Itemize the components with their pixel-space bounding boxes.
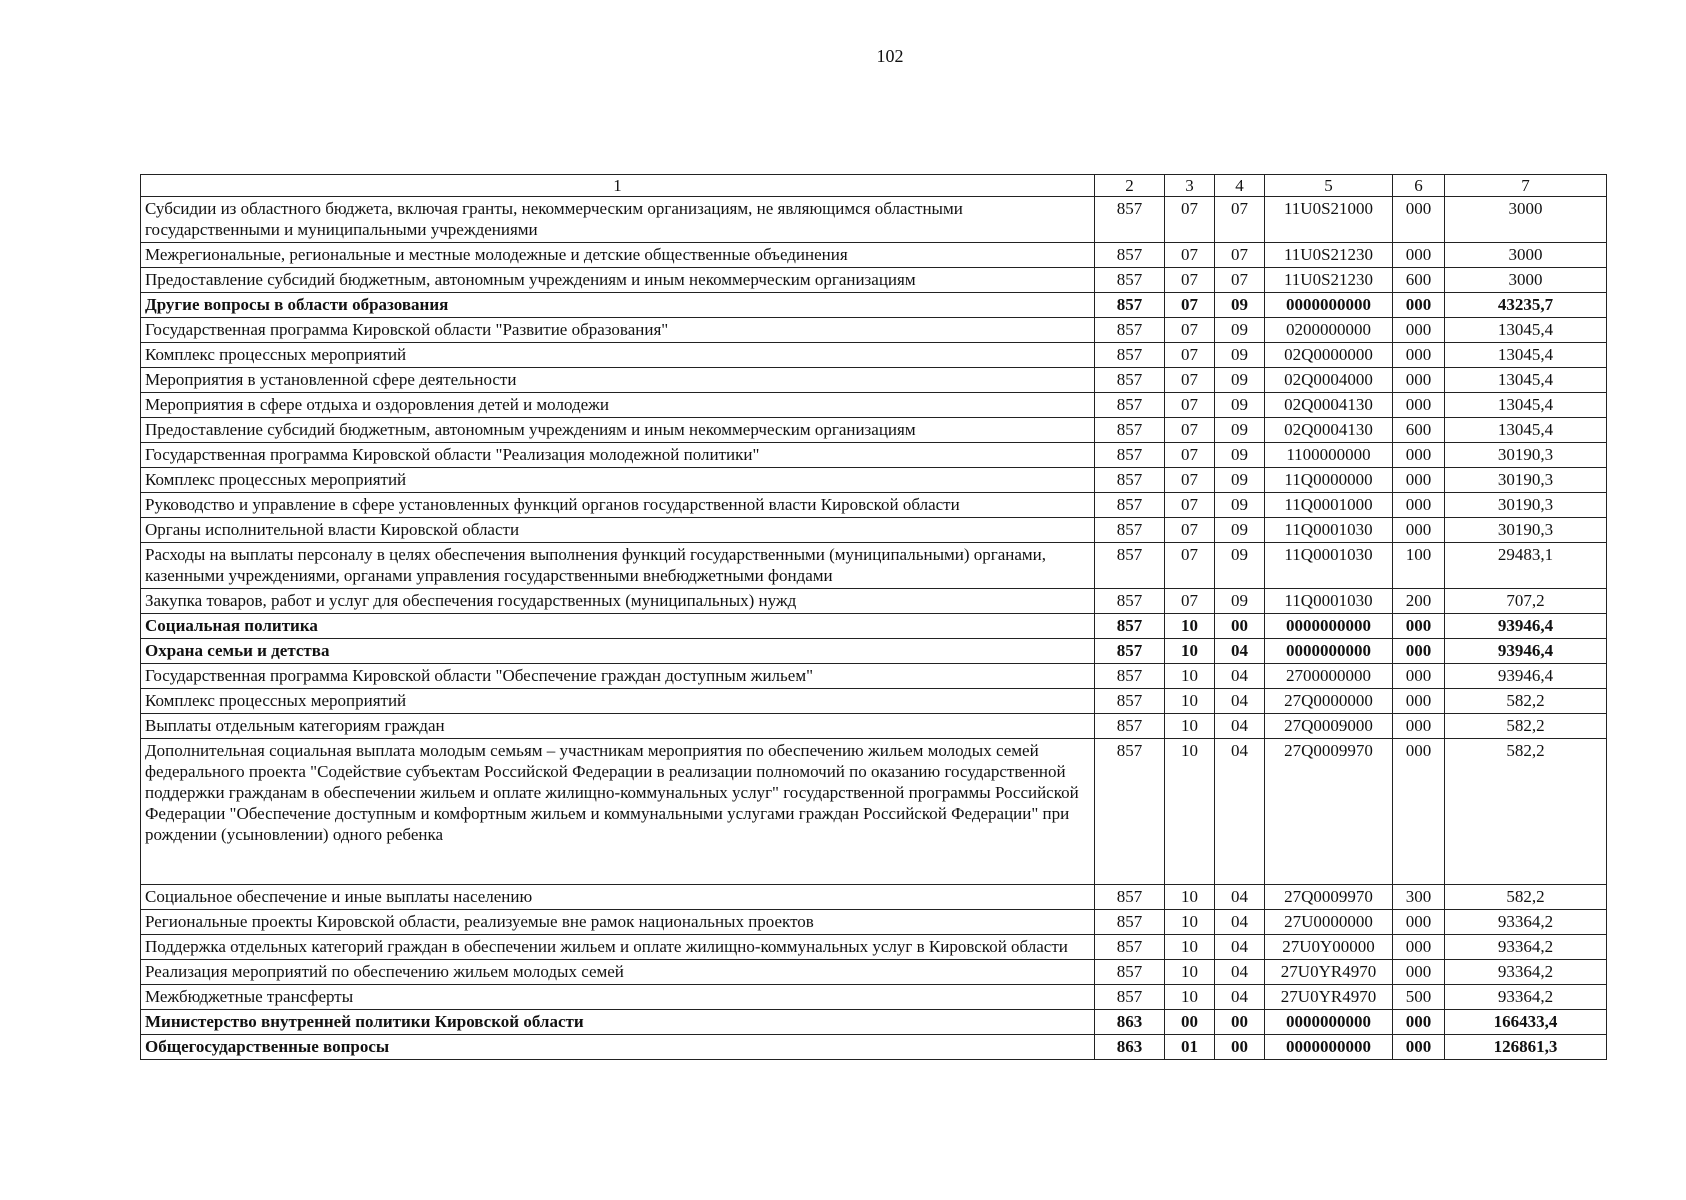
row-col6-cell: 000 xyxy=(1393,468,1445,493)
row-col3-cell: 07 xyxy=(1165,443,1215,468)
header-col-5: 5 xyxy=(1265,175,1393,197)
row-col2-cell: 857 xyxy=(1095,985,1165,1010)
row-col6-cell: 000 xyxy=(1393,935,1445,960)
table-body xyxy=(141,197,1607,1060)
budget-table xyxy=(140,174,1607,1060)
header-col-3: 3 xyxy=(1165,175,1215,197)
table-row xyxy=(141,1010,1607,1035)
table-row xyxy=(141,664,1607,689)
row-col2-cell: 857 xyxy=(1095,739,1165,885)
row-col5-cell: 02Q0000000 xyxy=(1265,343,1393,368)
row-col3-cell: 10 xyxy=(1165,910,1215,935)
row-col6-cell: 000 xyxy=(1393,689,1445,714)
row-col4-cell: 00 xyxy=(1215,1010,1265,1035)
row-col4-cell: 09 xyxy=(1215,293,1265,318)
row-col3-cell: 10 xyxy=(1165,689,1215,714)
row-col4-cell: 09 xyxy=(1215,368,1265,393)
row-col5-cell: 11Q0001030 xyxy=(1265,543,1393,589)
row-name-cell: Предоставление субсидий бюджетным, автономным учреждениям и иным некоммерческим организациям xyxy=(141,268,1095,293)
row-col3-cell: 10 xyxy=(1165,935,1215,960)
row-name-cell: Органы исполнительной власти Кировской области xyxy=(141,518,1095,543)
row-col2-cell: 857 xyxy=(1095,318,1165,343)
table-row xyxy=(141,343,1607,368)
row-name-cell: Поддержка отдельных категорий граждан в обеспечении жильем и оплате жилищно-коммунальных услуг в Кировской области xyxy=(141,935,1095,960)
header-col-7: 7 xyxy=(1445,175,1607,197)
row-col5-cell: 02Q0004130 xyxy=(1265,418,1393,443)
row-amount-cell: 707,2 xyxy=(1445,589,1607,614)
row-amount-cell: 3000 xyxy=(1445,268,1607,293)
header-col-1: 1 xyxy=(141,175,1095,197)
header-col-6: 6 xyxy=(1393,175,1445,197)
row-col2-cell: 857 xyxy=(1095,368,1165,393)
row-col4-cell: 09 xyxy=(1215,343,1265,368)
row-col3-cell: 07 xyxy=(1165,543,1215,589)
row-amount-cell: 30190,3 xyxy=(1445,493,1607,518)
row-col5-cell: 2700000000 xyxy=(1265,664,1393,689)
row-amount-cell: 3000 xyxy=(1445,197,1607,243)
row-col3-cell: 10 xyxy=(1165,639,1215,664)
table-row xyxy=(141,293,1607,318)
row-col6-cell: 000 xyxy=(1393,243,1445,268)
row-col5-cell: 27U0000000 xyxy=(1265,910,1393,935)
table-row xyxy=(141,268,1607,293)
row-col2-cell: 857 xyxy=(1095,468,1165,493)
row-col4-cell: 09 xyxy=(1215,589,1265,614)
row-col6-cell: 000 xyxy=(1393,493,1445,518)
row-col5-cell: 02Q0004130 xyxy=(1265,393,1393,418)
table-row xyxy=(141,393,1607,418)
row-col5-cell: 27Q0009000 xyxy=(1265,714,1393,739)
row-col6-cell: 300 xyxy=(1393,885,1445,910)
row-col5-cell: 27U0YR4970 xyxy=(1265,960,1393,985)
row-amount-cell: 3000 xyxy=(1445,243,1607,268)
row-col6-cell: 000 xyxy=(1393,714,1445,739)
table-row xyxy=(141,543,1607,589)
row-name-cell: Общегосударственные вопросы xyxy=(141,1035,1095,1060)
row-col6-cell: 600 xyxy=(1393,418,1445,443)
row-name-cell: Комплекс процессных мероприятий xyxy=(141,689,1095,714)
row-col6-cell: 000 xyxy=(1393,518,1445,543)
row-name-cell: Предоставление субсидий бюджетным, автономным учреждениям и иным некоммерческим организациям xyxy=(141,418,1095,443)
row-col4-cell: 09 xyxy=(1215,318,1265,343)
page-number: 102 xyxy=(876,46,904,66)
row-col6-cell: 000 xyxy=(1393,1010,1445,1035)
table-row xyxy=(141,368,1607,393)
row-col3-cell: 10 xyxy=(1165,714,1215,739)
row-col3-cell: 07 xyxy=(1165,418,1215,443)
row-col3-cell: 07 xyxy=(1165,243,1215,268)
row-col5-cell: 1100000000 xyxy=(1265,443,1393,468)
row-col6-cell: 000 xyxy=(1393,960,1445,985)
row-amount-cell: 13045,4 xyxy=(1445,393,1607,418)
table-row xyxy=(141,243,1607,268)
table-row xyxy=(141,1035,1607,1060)
row-col3-cell: 10 xyxy=(1165,885,1215,910)
row-col2-cell: 857 xyxy=(1095,935,1165,960)
row-col6-cell: 000 xyxy=(1393,614,1445,639)
row-col6-cell: 000 xyxy=(1393,910,1445,935)
row-col5-cell: 11U0S21000 xyxy=(1265,197,1393,243)
row-name-cell: Расходы на выплаты персоналу в целях обеспечения выполнения функций государственными (муниципальными) органами, казенными учреждениями, органами управления государственными внебюджетными фондами xyxy=(141,543,1095,589)
table-row xyxy=(141,318,1607,343)
row-name-cell: Руководство и управление в сфере установленных функций органов государственной власти Кировской области xyxy=(141,493,1095,518)
table-row xyxy=(141,639,1607,664)
row-col4-cell: 09 xyxy=(1215,518,1265,543)
row-col6-cell: 500 xyxy=(1393,985,1445,1010)
row-col4-cell: 04 xyxy=(1215,664,1265,689)
row-col4-cell: 04 xyxy=(1215,935,1265,960)
row-col4-cell: 07 xyxy=(1215,243,1265,268)
row-name-cell: Комплекс процессных мероприятий xyxy=(141,468,1095,493)
row-col5-cell: 0200000000 xyxy=(1265,318,1393,343)
row-col2-cell: 857 xyxy=(1095,343,1165,368)
row-amount-cell: 166433,4 xyxy=(1445,1010,1607,1035)
row-col2-cell: 857 xyxy=(1095,268,1165,293)
table-row xyxy=(141,468,1607,493)
table-row xyxy=(141,518,1607,543)
row-col6-cell: 200 xyxy=(1393,589,1445,614)
row-amount-cell: 29483,1 xyxy=(1445,543,1607,589)
row-col2-cell: 857 xyxy=(1095,443,1165,468)
row-name-cell: Комплекс процессных мероприятий xyxy=(141,343,1095,368)
row-col3-cell: 00 xyxy=(1165,1010,1215,1035)
row-amount-cell: 30190,3 xyxy=(1445,468,1607,493)
table-row xyxy=(141,885,1607,910)
row-col5-cell: 11U0S21230 xyxy=(1265,243,1393,268)
row-col2-cell: 857 xyxy=(1095,543,1165,589)
row-col2-cell: 857 xyxy=(1095,393,1165,418)
row-name-cell: Государственная программа Кировской области "Развитие образования" xyxy=(141,318,1095,343)
row-amount-cell: 93364,2 xyxy=(1445,910,1607,935)
row-amount-cell: 43235,7 xyxy=(1445,293,1607,318)
row-col6-cell: 000 xyxy=(1393,197,1445,243)
row-col3-cell: 01 xyxy=(1165,1035,1215,1060)
row-amount-cell: 93364,2 xyxy=(1445,985,1607,1010)
row-col5-cell: 27Q0009970 xyxy=(1265,739,1393,885)
row-name-cell: Закупка товаров, работ и услуг для обеспечения государственных (муниципальных) нужд xyxy=(141,589,1095,614)
row-amount-cell: 93364,2 xyxy=(1445,960,1607,985)
row-col6-cell: 000 xyxy=(1393,443,1445,468)
row-col4-cell: 09 xyxy=(1215,443,1265,468)
row-name-cell: Мероприятия в установленной сфере деятельности xyxy=(141,368,1095,393)
row-col2-cell: 857 xyxy=(1095,639,1165,664)
row-col3-cell: 07 xyxy=(1165,268,1215,293)
row-amount-cell: 13045,4 xyxy=(1445,318,1607,343)
row-col3-cell: 07 xyxy=(1165,318,1215,343)
row-amount-cell: 93946,4 xyxy=(1445,664,1607,689)
row-col5-cell: 27U0Y00000 xyxy=(1265,935,1393,960)
table-row xyxy=(141,614,1607,639)
row-col2-cell: 863 xyxy=(1095,1010,1165,1035)
row-amount-cell: 126861,3 xyxy=(1445,1035,1607,1060)
row-col3-cell: 07 xyxy=(1165,468,1215,493)
row-col6-cell: 000 xyxy=(1393,739,1445,885)
row-col2-cell: 857 xyxy=(1095,493,1165,518)
row-col2-cell: 863 xyxy=(1095,1035,1165,1060)
row-amount-cell: 30190,3 xyxy=(1445,443,1607,468)
row-col5-cell: 27Q0009970 xyxy=(1265,885,1393,910)
table-row xyxy=(141,418,1607,443)
row-col4-cell: 09 xyxy=(1215,543,1265,589)
header-col-4: 4 xyxy=(1215,175,1265,197)
row-col2-cell: 857 xyxy=(1095,910,1165,935)
row-col4-cell: 00 xyxy=(1215,1035,1265,1060)
row-col4-cell: 04 xyxy=(1215,739,1265,885)
row-name-cell: Государственная программа Кировской области "Реализация молодежной политики" xyxy=(141,443,1095,468)
row-col3-cell: 10 xyxy=(1165,664,1215,689)
row-col2-cell: 857 xyxy=(1095,518,1165,543)
row-name-cell: Выплаты отдельным категориям граждан xyxy=(141,714,1095,739)
row-col6-cell: 000 xyxy=(1393,343,1445,368)
row-name-cell: Социальная политика xyxy=(141,614,1095,639)
row-col4-cell: 00 xyxy=(1215,614,1265,639)
row-col5-cell: 0000000000 xyxy=(1265,614,1393,639)
table-row xyxy=(141,493,1607,518)
row-col4-cell: 04 xyxy=(1215,714,1265,739)
row-col3-cell: 10 xyxy=(1165,985,1215,1010)
row-col5-cell: 0000000000 xyxy=(1265,293,1393,318)
table-row xyxy=(141,689,1607,714)
row-name-cell: Межрегиональные, региональные и местные молодежные и детские общественные объединения xyxy=(141,243,1095,268)
row-amount-cell: 93364,2 xyxy=(1445,935,1607,960)
row-col4-cell: 09 xyxy=(1215,493,1265,518)
row-col3-cell: 07 xyxy=(1165,493,1215,518)
row-col3-cell: 10 xyxy=(1165,739,1215,885)
table-row xyxy=(141,197,1607,243)
row-col5-cell: 0000000000 xyxy=(1265,1035,1393,1060)
row-col3-cell: 10 xyxy=(1165,960,1215,985)
row-amount-cell: 13045,4 xyxy=(1445,418,1607,443)
row-col4-cell: 07 xyxy=(1215,268,1265,293)
row-amount-cell: 30190,3 xyxy=(1445,518,1607,543)
row-col3-cell: 07 xyxy=(1165,343,1215,368)
row-amount-cell: 13045,4 xyxy=(1445,368,1607,393)
row-col5-cell: 11U0S21230 xyxy=(1265,268,1393,293)
table-row xyxy=(141,589,1607,614)
row-col4-cell: 09 xyxy=(1215,393,1265,418)
row-col2-cell: 857 xyxy=(1095,689,1165,714)
row-col4-cell: 04 xyxy=(1215,960,1265,985)
table-row xyxy=(141,985,1607,1010)
header-row xyxy=(141,175,1607,197)
row-name-cell: Охрана семьи и детства xyxy=(141,639,1095,664)
row-col3-cell: 07 xyxy=(1165,293,1215,318)
header-col-2: 2 xyxy=(1095,175,1165,197)
row-col4-cell: 04 xyxy=(1215,985,1265,1010)
row-name-cell: Социальное обеспечение и иные выплаты населению xyxy=(141,885,1095,910)
row-name-cell: Субсидии из областного бюджета, включая гранты, некоммерческим организациям, не являющимся областными государственными и муниципальными учреждениями xyxy=(141,197,1095,243)
row-col5-cell: 11Q0001030 xyxy=(1265,518,1393,543)
row-col6-cell: 000 xyxy=(1393,368,1445,393)
row-col3-cell: 07 xyxy=(1165,518,1215,543)
row-col5-cell: 0000000000 xyxy=(1265,1010,1393,1035)
row-amount-cell: 13045,4 xyxy=(1445,343,1607,368)
row-name-cell: Межбюджетные трансферты xyxy=(141,985,1095,1010)
table-row xyxy=(141,739,1607,885)
budget-table-container xyxy=(140,174,1606,1060)
row-col3-cell: 07 xyxy=(1165,368,1215,393)
row-amount-cell: 93946,4 xyxy=(1445,639,1607,664)
row-col6-cell: 000 xyxy=(1393,1035,1445,1060)
row-col6-cell: 000 xyxy=(1393,664,1445,689)
row-amount-cell: 93946,4 xyxy=(1445,614,1607,639)
row-name-cell: Дополнительная социальная выплата молодым семьям – участникам мероприятия по обеспечению жильем молодых семей федерального проекта "Содействие субъектам Российской Федерации в реализации полномочий по оказанию государственной поддержки гражданам в обеспечении жильем и оплате жилищно-коммунальных услуг" государственной программы Российской Федерации "Обеспечение доступным и комфортным жильем и коммунальными услугами граждан Российской Федерации" при рождении (усыновлении) одного ребенка xyxy=(141,739,1095,885)
row-col4-cell: 04 xyxy=(1215,639,1265,664)
row-col5-cell: 0000000000 xyxy=(1265,639,1393,664)
row-col6-cell: 000 xyxy=(1393,393,1445,418)
row-name-cell: Государственная программа Кировской области "Обеспечение граждан доступным жильем" xyxy=(141,664,1095,689)
row-col4-cell: 07 xyxy=(1215,197,1265,243)
table-row xyxy=(141,960,1607,985)
row-col3-cell: 10 xyxy=(1165,614,1215,639)
row-name-cell: Мероприятия в сфере отдыха и оздоровления детей и молодежи xyxy=(141,393,1095,418)
row-col2-cell: 857 xyxy=(1095,589,1165,614)
row-amount-cell: 582,2 xyxy=(1445,739,1607,885)
table-row xyxy=(141,714,1607,739)
row-col6-cell: 000 xyxy=(1393,639,1445,664)
row-col5-cell: 02Q0004000 xyxy=(1265,368,1393,393)
row-col2-cell: 857 xyxy=(1095,293,1165,318)
row-col5-cell: 11Q0001030 xyxy=(1265,589,1393,614)
row-col2-cell: 857 xyxy=(1095,418,1165,443)
row-col4-cell: 04 xyxy=(1215,689,1265,714)
row-col6-cell: 000 xyxy=(1393,318,1445,343)
row-col4-cell: 04 xyxy=(1215,910,1265,935)
row-col4-cell: 09 xyxy=(1215,468,1265,493)
row-col2-cell: 857 xyxy=(1095,885,1165,910)
row-col5-cell: 11Q0000000 xyxy=(1265,468,1393,493)
row-col3-cell: 07 xyxy=(1165,393,1215,418)
row-col3-cell: 07 xyxy=(1165,197,1215,243)
row-col3-cell: 07 xyxy=(1165,589,1215,614)
row-name-cell: Реализация мероприятий по обеспечению жильем молодых семей xyxy=(141,960,1095,985)
row-name-cell: Министерство внутренней политики Кировской области xyxy=(141,1010,1095,1035)
table-row xyxy=(141,443,1607,468)
row-col2-cell: 857 xyxy=(1095,243,1165,268)
row-col2-cell: 857 xyxy=(1095,664,1165,689)
row-col6-cell: 100 xyxy=(1393,543,1445,589)
row-col4-cell: 09 xyxy=(1215,418,1265,443)
row-amount-cell: 582,2 xyxy=(1445,689,1607,714)
row-name-cell: Региональные проекты Кировской области, реализуемые вне рамок национальных проектов xyxy=(141,910,1095,935)
row-col2-cell: 857 xyxy=(1095,960,1165,985)
row-col5-cell: 27U0YR4970 xyxy=(1265,985,1393,1010)
row-col6-cell: 600 xyxy=(1393,268,1445,293)
table-row xyxy=(141,935,1607,960)
row-col6-cell: 000 xyxy=(1393,293,1445,318)
row-col5-cell: 11Q0001000 xyxy=(1265,493,1393,518)
row-col2-cell: 857 xyxy=(1095,197,1165,243)
row-col4-cell: 04 xyxy=(1215,885,1265,910)
row-amount-cell: 582,2 xyxy=(1445,885,1607,910)
row-col2-cell: 857 xyxy=(1095,714,1165,739)
table-row xyxy=(141,910,1607,935)
row-amount-cell: 582,2 xyxy=(1445,714,1607,739)
row-col5-cell: 27Q0000000 xyxy=(1265,689,1393,714)
row-col2-cell: 857 xyxy=(1095,614,1165,639)
row-name-cell: Другие вопросы в области образования xyxy=(141,293,1095,318)
